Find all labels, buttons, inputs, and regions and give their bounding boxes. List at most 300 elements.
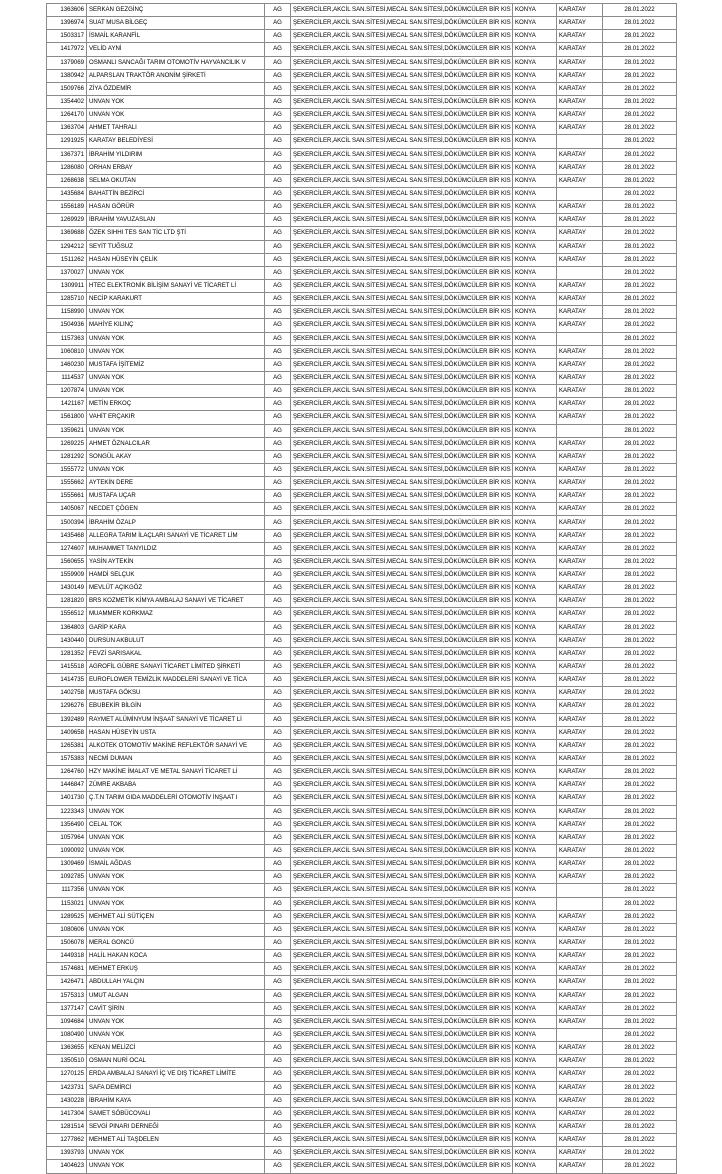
table-row — [47, 490, 677, 503]
cell-date: 28.01.2022 — [603, 1094, 677, 1107]
table-row — [47, 398, 677, 411]
cell-district: KARATAY — [557, 95, 603, 108]
cell-affected-areas: ŞEKERCİLER,AKCİL SAN.SİTESİ,MECAL SAN.SİTESİ,DÖKÜMCÜLER BİR KIS — [291, 516, 513, 529]
cell-date: 28.01.2022 — [603, 253, 677, 266]
cell-date: 28.01.2022 — [603, 871, 677, 884]
cell-affected-areas: ŞEKERCİLER,AKCİL SAN.SİTESİ,MECAL SAN.SİTESİ,DÖKÜMCÜLER BİR KIS — [291, 201, 513, 214]
cell-subscriber-id: 1460230 — [47, 358, 87, 371]
cell-city: KONYA — [513, 1002, 557, 1015]
cell-voltage-level: AG — [265, 227, 291, 240]
cell-subscriber-name: UNVAN YOK — [87, 1028, 265, 1041]
cell-voltage-level: AG — [265, 503, 291, 516]
cell-date: 28.01.2022 — [603, 214, 677, 227]
cell-subscriber-id: 1500394 — [47, 516, 87, 529]
cell-subscriber-id: 1270125 — [47, 1068, 87, 1081]
cell-date: 28.01.2022 — [603, 582, 677, 595]
cell-district: KARATAY — [557, 109, 603, 122]
cell-subscriber-name: HASAN GÖRÜR — [87, 201, 265, 214]
cell-date: 28.01.2022 — [603, 674, 677, 687]
table-body — [47, 4, 677, 1174]
cell-district: KARATAY — [557, 279, 603, 292]
cell-subscriber-name: UNVAN YOK — [87, 884, 265, 897]
cell-affected-areas: ŞEKERCİLER,AKCİL SAN.SİTESİ,MECAL SAN.SİTESİ,DÖKÜMCÜLER BİR KIS — [291, 674, 513, 687]
cell-district: KARATAY — [557, 739, 603, 752]
table-row — [47, 1147, 677, 1160]
cell-subscriber-name: MUAMMER KORKMAZ — [87, 608, 265, 621]
cell-voltage-level: AG — [265, 621, 291, 634]
cell-city: KONYA — [513, 266, 557, 279]
cell-subscriber-name: UNVAN YOK — [87, 1015, 265, 1028]
cell-subscriber-name: SONGÜL AKAY — [87, 450, 265, 463]
cell-date: 28.01.2022 — [603, 976, 677, 989]
cell-subscriber-id: 1269225 — [47, 437, 87, 450]
cell-subscriber-id: 1090092 — [47, 845, 87, 858]
cell-subscriber-name: MUSTAFA GÖKSU — [87, 687, 265, 700]
cell-subscriber-name: UNVAN YOK — [87, 371, 265, 384]
cell-subscriber-name: ZÜMRE AKBABA — [87, 779, 265, 792]
cell-subscriber-name: MEHMET ALİ TAŞDELEN — [87, 1134, 265, 1147]
cell-affected-areas: ŞEKERCİLER,AKCİL SAN.SİTESİ,MECAL SAN.SİTESİ,DÖKÜMCÜLER BİR KIS — [291, 595, 513, 608]
cell-voltage-level: AG — [265, 424, 291, 437]
cell-district: KARATAY — [557, 1147, 603, 1160]
cell-city: KONYA — [513, 253, 557, 266]
cell-district: KARATAY — [557, 214, 603, 227]
cell-voltage-level: AG — [265, 82, 291, 95]
cell-district: KARATAY — [557, 726, 603, 739]
cell-district — [557, 135, 603, 148]
cell-voltage-level: AG — [265, 319, 291, 332]
cell-district: KARATAY — [557, 871, 603, 884]
cell-affected-areas: ŞEKERCİLER,AKCİL SAN.SİTESİ,MECAL SAN.SİTESİ,DÖKÜMCÜLER BİR KIS — [291, 82, 513, 95]
cell-city: KONYA — [513, 884, 557, 897]
cell-date: 28.01.2022 — [603, 1147, 677, 1160]
cell-date: 28.01.2022 — [603, 227, 677, 240]
table-row — [47, 634, 677, 647]
cell-subscriber-id: 1430149 — [47, 582, 87, 595]
table-row — [47, 608, 677, 621]
cell-voltage-level: AG — [265, 871, 291, 884]
cell-city: KONYA — [513, 805, 557, 818]
table-row — [47, 661, 677, 674]
table-row — [47, 1094, 677, 1107]
cell-district: KARATAY — [557, 306, 603, 319]
cell-date: 28.01.2022 — [603, 437, 677, 450]
table-row — [47, 897, 677, 910]
cell-district — [557, 884, 603, 897]
cell-affected-areas: ŞEKERCİLER,AKCİL SAN.SİTESİ,MECAL SAN.SİTESİ,DÖKÜMCÜLER BİR KIS — [291, 69, 513, 82]
cell-city: KONYA — [513, 923, 557, 936]
cell-affected-areas: ŞEKERCİLER,AKCİL SAN.SİTESİ,MECAL SAN.SİTESİ,DÖKÜMCÜLER BİR KIS — [291, 779, 513, 792]
cell-affected-areas: ŞEKERCİLER,AKCİL SAN.SİTESİ,MECAL SAN.SİTESİ,DÖKÜMCÜLER BİR KIS — [291, 726, 513, 739]
cell-voltage-level: AG — [265, 69, 291, 82]
table-row — [47, 923, 677, 936]
cell-voltage-level: AG — [265, 674, 291, 687]
cell-subscriber-id: 1449318 — [47, 950, 87, 963]
table-row — [47, 989, 677, 1002]
cell-district: KARATAY — [557, 463, 603, 476]
cell-affected-areas: ŞEKERCİLER,AKCİL SAN.SİTESİ,MECAL SAN.SİTESİ,DÖKÜMCÜLER BİR KIS — [291, 345, 513, 358]
table-row — [47, 1002, 677, 1015]
cell-subscriber-name: MUSTAFA İŞİTEMİZ — [87, 358, 265, 371]
cell-affected-areas: ŞEKERCİLER,AKCİL SAN.SİTESİ,MECAL SAN.SİTESİ,DÖKÜMCÜLER BİR KIS — [291, 1134, 513, 1147]
cell-city: KONYA — [513, 332, 557, 345]
cell-subscriber-id: 1556512 — [47, 608, 87, 621]
cell-affected-areas: ŞEKERCİLER,AKCİL SAN.SİTESİ,MECAL SAN.SİTESİ,DÖKÜMCÜLER BİR KIS — [291, 1107, 513, 1120]
cell-district: KARATAY — [557, 477, 603, 490]
cell-city: KONYA — [513, 358, 557, 371]
cell-subscriber-name: AGROFİL GÜBRE SANAYİ TİCARET LİMİTED ŞİRKETİ — [87, 661, 265, 674]
cell-city: KONYA — [513, 306, 557, 319]
cell-district: KARATAY — [557, 253, 603, 266]
table-row — [47, 4, 677, 17]
cell-date: 28.01.2022 — [603, 595, 677, 608]
cell-voltage-level: AG — [265, 240, 291, 253]
cell-affected-areas: ŞEKERCİLER,AKCİL SAN.SİTESİ,MECAL SAN.SİTESİ,DÖKÜMCÜLER BİR KIS — [291, 503, 513, 516]
cell-district: KARATAY — [557, 845, 603, 858]
cell-city: KONYA — [513, 1028, 557, 1041]
cell-subscriber-name: DURSUN AKBULUT — [87, 634, 265, 647]
cell-district: KARATAY — [557, 1160, 603, 1173]
cell-district: KARATAY — [557, 1120, 603, 1133]
cell-subscriber-id: 1396974 — [47, 17, 87, 30]
cell-affected-areas: ŞEKERCİLER,AKCİL SAN.SİTESİ,MECAL SAN.SİTESİ,DÖKÜMCÜLER BİR KIS — [291, 713, 513, 726]
cell-affected-areas: ŞEKERCİLER,AKCİL SAN.SİTESİ,MECAL SAN.SİTESİ,DÖKÜMCÜLER BİR KIS — [291, 187, 513, 200]
cell-date: 28.01.2022 — [603, 542, 677, 555]
cell-date: 28.01.2022 — [603, 1160, 677, 1173]
cell-district: KARATAY — [557, 950, 603, 963]
cell-city: KONYA — [513, 542, 557, 555]
cell-city: KONYA — [513, 766, 557, 779]
cell-city: KONYA — [513, 976, 557, 989]
cell-subscriber-name: AYTEKİN DERE — [87, 477, 265, 490]
cell-voltage-level: AG — [265, 1055, 291, 1068]
table-row — [47, 779, 677, 792]
cell-city: KONYA — [513, 792, 557, 805]
table-row — [47, 1042, 677, 1055]
cell-affected-areas: ŞEKERCİLER,AKCİL SAN.SİTESİ,MECAL SAN.SİTESİ,DÖKÜMCÜLER BİR KIS — [291, 227, 513, 240]
table-row — [47, 424, 677, 437]
cell-city: KONYA — [513, 818, 557, 831]
cell-affected-areas: ŞEKERCİLER,AKCİL SAN.SİTESİ,MECAL SAN.SİTESİ,DÖKÜMCÜLER BİR KIS — [291, 306, 513, 319]
cell-affected-areas: ŞEKERCİLER,AKCİL SAN.SİTESİ,MECAL SAN.SİTESİ,DÖKÜMCÜLER BİR KIS — [291, 976, 513, 989]
cell-voltage-level: AG — [265, 1120, 291, 1133]
cell-affected-areas: ŞEKERCİLER,AKCİL SAN.SİTESİ,MECAL SAN.SİTESİ,DÖKÜMCÜLER BİR KIS — [291, 253, 513, 266]
table-row — [47, 503, 677, 516]
cell-subscriber-name: HAMDİ SELÇUK — [87, 569, 265, 582]
cell-subscriber-name: İBRAHİM KAYA — [87, 1094, 265, 1107]
cell-voltage-level: AG — [265, 56, 291, 69]
cell-voltage-level: AG — [265, 739, 291, 752]
cell-district: KARATAY — [557, 503, 603, 516]
cell-district: KARATAY — [557, 43, 603, 56]
cell-subscriber-id: 1430228 — [47, 1094, 87, 1107]
cell-district — [557, 266, 603, 279]
cell-voltage-level: AG — [265, 989, 291, 1002]
table-row — [47, 818, 677, 831]
cell-city: KONYA — [513, 1081, 557, 1094]
cell-date: 28.01.2022 — [603, 516, 677, 529]
cell-city: KONYA — [513, 1094, 557, 1107]
cell-city: KONYA — [513, 555, 557, 568]
cell-affected-areas: ŞEKERCİLER,AKCİL SAN.SİTESİ,MECAL SAN.SİTESİ,DÖKÜMCÜLER BİR KIS — [291, 43, 513, 56]
table-row — [47, 293, 677, 306]
cell-date: 28.01.2022 — [603, 792, 677, 805]
cell-voltage-level: AG — [265, 726, 291, 739]
cell-subscriber-id: 1380942 — [47, 69, 87, 82]
cell-voltage-level: AG — [265, 634, 291, 647]
cell-district: KARATAY — [557, 371, 603, 384]
cell-subscriber-id: 1350510 — [47, 1055, 87, 1068]
cell-district — [557, 332, 603, 345]
cell-voltage-level: AG — [265, 4, 291, 17]
cell-city: KONYA — [513, 1055, 557, 1068]
cell-date: 28.01.2022 — [603, 1028, 677, 1041]
cell-affected-areas: ŞEKERCİLER,AKCİL SAN.SİTESİ,MECAL SAN.SİTESİ,DÖKÜMCÜLER BİR KIS — [291, 753, 513, 766]
cell-subscriber-id: 1309911 — [47, 279, 87, 292]
cell-subscriber-name: RAYMET ALÜMİNYUM İNŞAAT SANAYİ VE TİCARET Lİ — [87, 713, 265, 726]
cell-date: 28.01.2022 — [603, 385, 677, 398]
cell-subscriber-name: HTEC ELEKTRONİK BİLİŞİM SANAYİ VE TİCARET Lİ — [87, 279, 265, 292]
cell-subscriber-id: 1506078 — [47, 936, 87, 949]
cell-affected-areas: ŞEKERCİLER,AKCİL SAN.SİTESİ,MECAL SAN.SİTESİ,DÖKÜMCÜLER BİR KIS — [291, 122, 513, 135]
cell-district: KARATAY — [557, 17, 603, 30]
cell-date: 28.01.2022 — [603, 424, 677, 437]
cell-city: KONYA — [513, 1107, 557, 1120]
table-row — [47, 95, 677, 108]
cell-affected-areas: ŞEKERCİLER,AKCİL SAN.SİTESİ,MECAL SAN.SİTESİ,DÖKÜMCÜLER BİR KIS — [291, 135, 513, 148]
cell-subscriber-name: SELMA OKUTAN — [87, 174, 265, 187]
table-row — [47, 674, 677, 687]
table-row — [47, 332, 677, 345]
cell-date: 28.01.2022 — [603, 477, 677, 490]
cell-subscriber-name: KENAN MELİZCİ — [87, 1042, 265, 1055]
cell-subscriber-name: ERDA AMBALAJ SANAYİ İÇ VE DIŞ TİCARET LİMİTE — [87, 1068, 265, 1081]
cell-affected-areas: ŞEKERCİLER,AKCİL SAN.SİTESİ,MECAL SAN.SİTESİ,DÖKÜMCÜLER BİR KIS — [291, 582, 513, 595]
cell-subscriber-id: 1414735 — [47, 674, 87, 687]
cell-city: KONYA — [513, 1120, 557, 1133]
cell-district: KARATAY — [557, 582, 603, 595]
cell-city: KONYA — [513, 871, 557, 884]
cell-affected-areas: ŞEKERCİLER,AKCİL SAN.SİTESİ,MECAL SAN.SİTESİ,DÖKÜMCÜLER BİR KIS — [291, 319, 513, 332]
cell-subscriber-name: UMUT ALGAN — [87, 989, 265, 1002]
cell-affected-areas: ŞEKERCİLER,AKCİL SAN.SİTESİ,MECAL SAN.SİTESİ,DÖKÜMCÜLER BİR KIS — [291, 161, 513, 174]
cell-city: KONYA — [513, 240, 557, 253]
cell-district: KARATAY — [557, 674, 603, 687]
cell-affected-areas: ŞEKERCİLER,AKCİL SAN.SİTESİ,MECAL SAN.SİTESİ,DÖKÜMCÜLER BİR KIS — [291, 214, 513, 227]
cell-voltage-level: AG — [265, 779, 291, 792]
cell-date: 28.01.2022 — [603, 463, 677, 476]
cell-affected-areas: ŞEKERCİLER,AKCİL SAN.SİTESİ,MECAL SAN.SİTESİ,DÖKÜMCÜLER BİR KIS — [291, 424, 513, 437]
cell-voltage-level: AG — [265, 818, 291, 831]
cell-voltage-level: AG — [265, 910, 291, 923]
cell-subscriber-id: 1379069 — [47, 56, 87, 69]
table-row — [47, 135, 677, 148]
cell-city: KONYA — [513, 595, 557, 608]
cell-date: 28.01.2022 — [603, 529, 677, 542]
cell-city: KONYA — [513, 674, 557, 687]
cell-affected-areas: ŞEKERCİLER,AKCİL SAN.SİTESİ,MECAL SAN.SİTESİ,DÖKÜMCÜLER BİR KIS — [291, 1042, 513, 1055]
cell-voltage-level: AG — [265, 30, 291, 43]
cell-district: KARATAY — [557, 569, 603, 582]
cell-subscriber-id: 1555772 — [47, 463, 87, 476]
cell-affected-areas: ŞEKERCİLER,AKCİL SAN.SİTESİ,MECAL SAN.SİTESİ,DÖKÜMCÜLER BİR KIS — [291, 569, 513, 582]
cell-subscriber-id: 1060810 — [47, 345, 87, 358]
cell-affected-areas: ŞEKERCİLER,AKCİL SAN.SİTESİ,MECAL SAN.SİTESİ,DÖKÜMCÜLER BİR KIS — [291, 279, 513, 292]
cell-affected-areas: ŞEKERCİLER,AKCİL SAN.SİTESİ,MECAL SAN.SİTESİ,DÖKÜMCÜLER BİR KIS — [291, 661, 513, 674]
table-row — [47, 1055, 677, 1068]
cell-subscriber-name: UNVAN YOK — [87, 1160, 265, 1173]
cell-district: KARATAY — [557, 411, 603, 424]
cell-date: 28.01.2022 — [603, 30, 677, 43]
cell-subscriber-id: 1354402 — [47, 95, 87, 108]
cell-subscriber-id: 1356490 — [47, 818, 87, 831]
cell-district: KARATAY — [557, 437, 603, 450]
cell-date: 28.01.2022 — [603, 371, 677, 384]
cell-subscriber-id: 1281352 — [47, 647, 87, 660]
cell-city: KONYA — [513, 214, 557, 227]
table-row — [47, 109, 677, 122]
cell-subscriber-name: AHMET ÖZNALCILAR — [87, 437, 265, 450]
cell-district — [557, 424, 603, 437]
cell-city: KONYA — [513, 122, 557, 135]
cell-subscriber-id: 1435684 — [47, 187, 87, 200]
cell-voltage-level: AG — [265, 385, 291, 398]
cell-date: 28.01.2022 — [603, 95, 677, 108]
cell-city: KONYA — [513, 936, 557, 949]
cell-date: 28.01.2022 — [603, 82, 677, 95]
cell-date: 28.01.2022 — [603, 450, 677, 463]
cell-date: 28.01.2022 — [603, 306, 677, 319]
cell-voltage-level: AG — [265, 897, 291, 910]
cell-date: 28.01.2022 — [603, 187, 677, 200]
cell-subscriber-name: VELİD AYNİ — [87, 43, 265, 56]
cell-affected-areas: ŞEKERCİLER,AKCİL SAN.SİTESİ,MECAL SAN.SİTESİ,DÖKÜMCÜLER BİR KIS — [291, 805, 513, 818]
cell-city: KONYA — [513, 1068, 557, 1081]
cell-voltage-level: AG — [265, 792, 291, 805]
cell-district: KARATAY — [557, 661, 603, 674]
cell-district: KARATAY — [557, 542, 603, 555]
cell-voltage-level: AG — [265, 148, 291, 161]
cell-district: KARATAY — [557, 161, 603, 174]
table-row — [47, 595, 677, 608]
cell-subscriber-id: 1080490 — [47, 1028, 87, 1041]
cell-subscriber-id: 1504936 — [47, 319, 87, 332]
cell-affected-areas: ŞEKERCİLER,AKCİL SAN.SİTESİ,MECAL SAN.SİTESİ,DÖKÜMCÜLER BİR KIS — [291, 529, 513, 542]
cell-affected-areas: ŞEKERCİLER,AKCİL SAN.SİTESİ,MECAL SAN.SİTESİ,DÖKÜMCÜLER BİR KIS — [291, 490, 513, 503]
cell-voltage-level: AG — [265, 201, 291, 214]
table-row — [47, 858, 677, 871]
cell-voltage-level: AG — [265, 661, 291, 674]
cell-subscriber-name: SEYİT TUĞSUZ — [87, 240, 265, 253]
cell-subscriber-name: İBRAHİM YILDIRIM — [87, 148, 265, 161]
table-row — [47, 950, 677, 963]
cell-city: KONYA — [513, 69, 557, 82]
table-row — [47, 385, 677, 398]
cell-voltage-level: AG — [265, 293, 291, 306]
cell-voltage-level: AG — [265, 713, 291, 726]
cell-voltage-level: AG — [265, 477, 291, 490]
cell-district: KARATAY — [557, 634, 603, 647]
table-row — [47, 463, 677, 476]
cell-date: 28.01.2022 — [603, 897, 677, 910]
cell-affected-areas: ŞEKERCİLER,AKCİL SAN.SİTESİ,MECAL SAN.SİTESİ,DÖKÜMCÜLER BİR KIS — [291, 450, 513, 463]
cell-city: KONYA — [513, 424, 557, 437]
cell-district: KARATAY — [557, 818, 603, 831]
cell-subscriber-id: 1264170 — [47, 109, 87, 122]
cell-subscriber-name: UNVAN YOK — [87, 332, 265, 345]
cell-subscriber-id: 1556189 — [47, 201, 87, 214]
cell-city: KONYA — [513, 227, 557, 240]
cell-subscriber-id: 1277862 — [47, 1134, 87, 1147]
table-row — [47, 753, 677, 766]
cell-subscriber-name: MEHMET ALİ SÜTİÇEN — [87, 910, 265, 923]
table-row — [47, 687, 677, 700]
cell-subscriber-name: YASİN AYTEKİN — [87, 555, 265, 568]
cell-date: 28.01.2022 — [603, 1120, 677, 1133]
table-row — [47, 266, 677, 279]
cell-city: KONYA — [513, 503, 557, 516]
cell-date: 28.01.2022 — [603, 700, 677, 713]
cell-voltage-level: AG — [265, 450, 291, 463]
cell-district — [557, 1028, 603, 1041]
cell-subscriber-name: ALKOTEK OTOMOTİV MAKİNE REFLEKTÖR SANAYİ VE — [87, 739, 265, 752]
cell-city: KONYA — [513, 700, 557, 713]
cell-affected-areas: ŞEKERCİLER,AKCİL SAN.SİTESİ,MECAL SAN.SİTESİ,DÖKÜMCÜLER BİR KIS — [291, 910, 513, 923]
cell-date: 28.01.2022 — [603, 43, 677, 56]
cell-subscriber-id: 1291925 — [47, 135, 87, 148]
cell-subscriber-id: 1415518 — [47, 661, 87, 674]
cell-date: 28.01.2022 — [603, 109, 677, 122]
cell-subscriber-name: SEVGİ PINARI DERNEĞİ — [87, 1120, 265, 1133]
cell-subscriber-name: SAFA DEMİRCİ — [87, 1081, 265, 1094]
cell-affected-areas: ŞEKERCİLER,AKCİL SAN.SİTESİ,MECAL SAN.SİTESİ,DÖKÜMCÜLER BİR KIS — [291, 818, 513, 831]
cell-subscriber-id: 1409658 — [47, 726, 87, 739]
cell-district: KARATAY — [557, 56, 603, 69]
cell-affected-areas: ŞEKERCİLER,AKCİL SAN.SİTESİ,MECAL SAN.SİTESİ,DÖKÜMCÜLER BİR KIS — [291, 739, 513, 752]
cell-affected-areas: ŞEKERCİLER,AKCİL SAN.SİTESİ,MECAL SAN.SİTESİ,DÖKÜMCÜLER BİR KIS — [291, 411, 513, 424]
cell-affected-areas: ŞEKERCİLER,AKCİL SAN.SİTESİ,MECAL SAN.SİTESİ,DÖKÜMCÜLER BİR KIS — [291, 385, 513, 398]
cell-affected-areas: ŞEKERCİLER,AKCİL SAN.SİTESİ,MECAL SAN.SİTESİ,DÖKÜMCÜLER BİR KIS — [291, 266, 513, 279]
cell-affected-areas: ŞEKERCİLER,AKCİL SAN.SİTESİ,MECAL SAN.SİTESİ,DÖKÜMCÜLER BİR KIS — [291, 477, 513, 490]
table-row — [47, 1028, 677, 1041]
cell-subscriber-id: 1158990 — [47, 306, 87, 319]
cell-date: 28.01.2022 — [603, 621, 677, 634]
table-row — [47, 1160, 677, 1173]
table-row — [47, 253, 677, 266]
cell-district: KARATAY — [557, 30, 603, 43]
table-row — [47, 936, 677, 949]
cell-city: KONYA — [513, 161, 557, 174]
cell-date: 28.01.2022 — [603, 1107, 677, 1120]
cell-affected-areas: ŞEKERCİLER,AKCİL SAN.SİTESİ,MECAL SAN.SİTESİ,DÖKÜMCÜLER BİR KIS — [291, 897, 513, 910]
cell-date: 28.01.2022 — [603, 936, 677, 949]
table-row — [47, 306, 677, 319]
cell-affected-areas: ŞEKERCİLER,AKCİL SAN.SİTESİ,MECAL SAN.SİTESİ,DÖKÜMCÜLER BİR KIS — [291, 293, 513, 306]
cell-subscriber-name: UNVAN YOK — [87, 897, 265, 910]
cell-voltage-level: AG — [265, 647, 291, 660]
cell-date: 28.01.2022 — [603, 358, 677, 371]
cell-district: KARATAY — [557, 1134, 603, 1147]
cell-subscriber-name: İSMAİL KARANFİL — [87, 30, 265, 43]
cell-date: 28.01.2022 — [603, 739, 677, 752]
cell-voltage-level: AG — [265, 161, 291, 174]
cell-subscriber-id: 1367371 — [47, 148, 87, 161]
cell-voltage-level: AG — [265, 306, 291, 319]
cell-subscriber-id: 1402758 — [47, 687, 87, 700]
cell-city: KONYA — [513, 477, 557, 490]
table-row — [47, 437, 677, 450]
table-row — [47, 1120, 677, 1133]
